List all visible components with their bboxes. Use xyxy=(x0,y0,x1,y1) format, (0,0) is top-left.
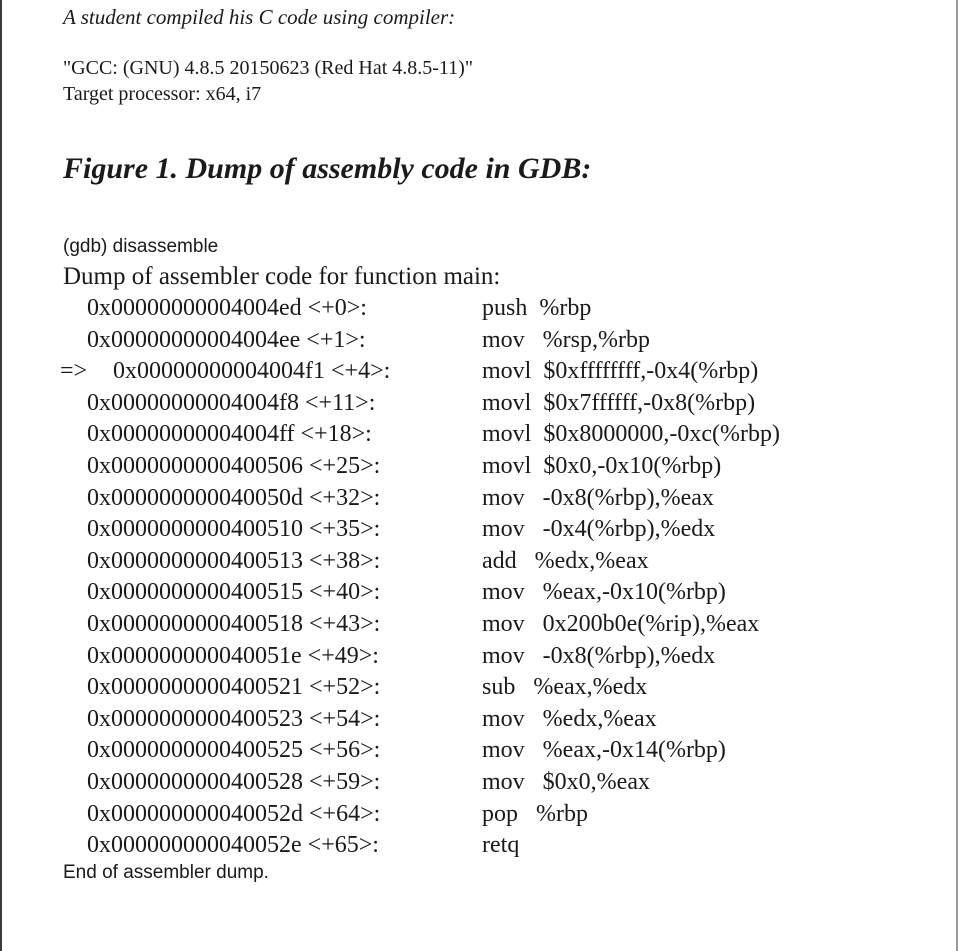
asm-instruction: push %rbp xyxy=(482,295,592,321)
asm-instruction: sub %eax,%edx xyxy=(482,674,648,701)
asm-address: 0x00000000004004ee <+1>: xyxy=(87,326,366,353)
asm-instruction: mov %edx,%eax xyxy=(482,705,657,732)
asm-row xyxy=(0,832,958,863)
figure-title: Figure 1. Dump of assembly code in GDB: xyxy=(63,152,592,185)
asm-instruction: mov -0x4(%rbp),%edx xyxy=(482,516,716,543)
current-instruction-marker: => xyxy=(60,358,88,385)
asm-row xyxy=(0,611,958,642)
asm-instruction: mov %eax,-0x10(%rbp) xyxy=(482,579,726,606)
asm-row xyxy=(0,516,958,547)
asm-row xyxy=(0,769,958,800)
asm-instruction: mov -0x8(%rbp),%eax xyxy=(482,484,714,511)
asm-address: 0x000000000040050d <+32>: xyxy=(87,484,381,511)
asm-instruction: retq xyxy=(482,832,520,859)
asm-instruction: movl $0x7ffffff,-0x8(%rbp) xyxy=(482,389,756,416)
asm-address: 0x000000000040052d <+64>: xyxy=(87,800,381,827)
asm-instruction: movl $0x8000000,-0xc(%rbp) xyxy=(482,421,780,448)
asm-row xyxy=(0,421,958,452)
asm-address: 0x000000000040051e <+49>: xyxy=(87,642,379,669)
asm-instruction: mov 0x200b0e(%rip),%eax xyxy=(482,611,760,637)
asm-row xyxy=(0,737,958,768)
asm-row xyxy=(0,674,958,705)
asm-address: 0x0000000000400518 <+43>: xyxy=(87,611,381,637)
asm-address: 0x0000000000400515 <+40>: xyxy=(87,579,381,606)
dump-footer: End of assembler dump. xyxy=(63,862,269,883)
asm-address: 0x0000000000400506 <+25>: xyxy=(87,453,381,479)
asm-row xyxy=(0,390,958,421)
asm-instruction: mov %rsp,%rbp xyxy=(482,326,650,353)
target-processor: Target processor: x64, i7 xyxy=(63,83,262,105)
asm-instruction: add %edx,%eax xyxy=(482,547,649,574)
asm-instruction: mov %eax,-0x14(%rbp) xyxy=(482,737,726,764)
asm-address: 0x0000000000400528 <+59>: xyxy=(87,769,381,795)
asm-instruction: mov -0x8(%rbp),%edx xyxy=(482,642,716,669)
dump-header: Dump of assembler code for function main: xyxy=(63,263,501,290)
asm-address: 0x00000000004004f8 <+11>: xyxy=(87,389,376,416)
asm-row xyxy=(0,706,958,737)
intro-text: A student compiled his C code using compiler: xyxy=(63,5,456,29)
asm-row xyxy=(0,801,958,832)
asm-address: 0x0000000000400521 <+52>: xyxy=(87,674,381,701)
asm-row xyxy=(0,327,958,358)
asm-address: 0x0000000000400523 <+54>: xyxy=(87,705,381,732)
asm-row xyxy=(0,295,958,326)
asm-address: 0x00000000004004f1 <+4>: xyxy=(113,358,391,385)
asm-address: 0x00000000004004ff <+18>: xyxy=(87,421,372,448)
asm-address: 0x0000000000400525 <+56>: xyxy=(87,737,381,764)
asm-row xyxy=(0,358,958,389)
asm-instruction: movl $0xffffffff,-0x4(%rbp) xyxy=(482,358,759,385)
asm-row xyxy=(0,548,958,579)
gdb-command: (gdb) disassemble xyxy=(63,236,219,257)
asm-address: 0x0000000000400510 <+35>: xyxy=(87,516,381,543)
asm-row xyxy=(0,453,958,484)
asm-row xyxy=(0,485,958,516)
asm-instruction: mov $0x0,%eax xyxy=(482,769,650,795)
asm-row xyxy=(0,643,958,674)
asm-address: 0x00000000004004ed <+0>: xyxy=(87,295,367,321)
asm-address: 0x0000000000400513 <+38>: xyxy=(87,547,381,574)
compiler-version: "GCC: (GNU) 4.8.5 20150623 (Red Hat 4.8.5-11)" xyxy=(63,57,473,79)
asm-instruction: pop %rbp xyxy=(482,800,588,827)
asm-instruction: movl $0x0,-0x10(%rbp) xyxy=(482,453,722,479)
asm-address: 0x000000000040052e <+65>: xyxy=(87,832,379,859)
asm-row xyxy=(0,579,958,610)
